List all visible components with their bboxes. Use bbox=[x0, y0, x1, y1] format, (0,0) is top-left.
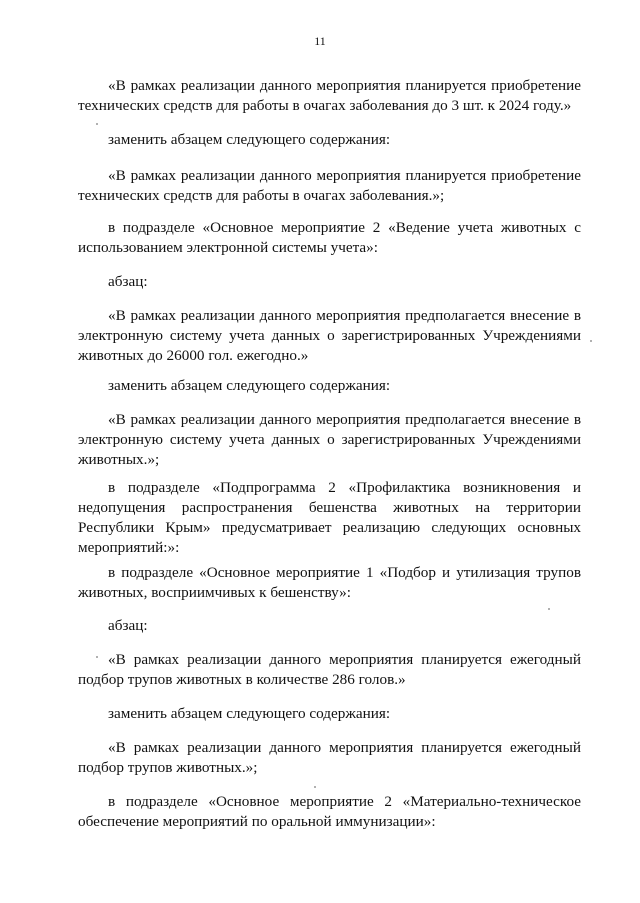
paragraph-7: заменить абзацем следующего содержания: bbox=[108, 377, 391, 394]
paragraph-9: в подразделе «Подпрограмма 2 «Профилактика возникновения и недопущения распространения бешенства животных на территории Республики Крым» предусматривает реализацию следующих основных мероприятий:»: bbox=[78, 479, 581, 556]
paragraph-4: в подразделе «Основное мероприятие 2 «Ведение учета животных с использованием электронной системы учета»: bbox=[78, 219, 581, 256]
paragraph-2: заменить абзацем следующего содержания: bbox=[108, 131, 391, 148]
scan-speck bbox=[548, 608, 550, 610]
paragraph-14: «В рамках реализации данного мероприятия планируется ежегодный подбор трупов животных.»; bbox=[78, 739, 581, 776]
paragraph-1: «В рамках реализации данного мероприятия планируется приобретение технических средств для работы в очагах заболевания до 3 шт. к 2024 году.» bbox=[78, 77, 581, 114]
scan-speck bbox=[314, 786, 316, 788]
paragraph-10: в подразделе «Основное мероприятие 1 «Подбор и утилизация трупов животных, восприимчивых к бешенству»: bbox=[78, 564, 581, 601]
scan-speck bbox=[96, 656, 98, 658]
scan-speck bbox=[590, 340, 592, 342]
paragraph-8: «В рамках реализации данного мероприятия предполагается внесение в электронную систему учета данных о зарегистрированных Учреждениями животных.»; bbox=[78, 411, 581, 468]
scan-speck bbox=[96, 123, 98, 125]
paragraph-6: «В рамках реализации данного мероприятия предполагается внесение в электронную систему учета данных о зарегистрированных Учреждениями животных до 26000 гол. ежегодно.» bbox=[78, 307, 581, 364]
paragraph-5: абзац: bbox=[108, 273, 148, 290]
paragraph-12: «В рамках реализации данного мероприятия планируется ежегодный подбор трупов животных в количестве 286 голов.» bbox=[78, 651, 581, 688]
paragraph-15: в подразделе «Основное мероприятие 2 «Материально-техническое обеспечение мероприятий по оральной иммунизации»: bbox=[78, 793, 581, 830]
page-number: 11 bbox=[314, 34, 326, 48]
paragraph-13: заменить абзацем следующего содержания: bbox=[108, 705, 391, 722]
paragraph-3: «В рамках реализации данного мероприятия планируется приобретение технических средств для работы в очагах заболевания.»; bbox=[78, 167, 581, 204]
paragraph-11: абзац: bbox=[108, 617, 148, 634]
